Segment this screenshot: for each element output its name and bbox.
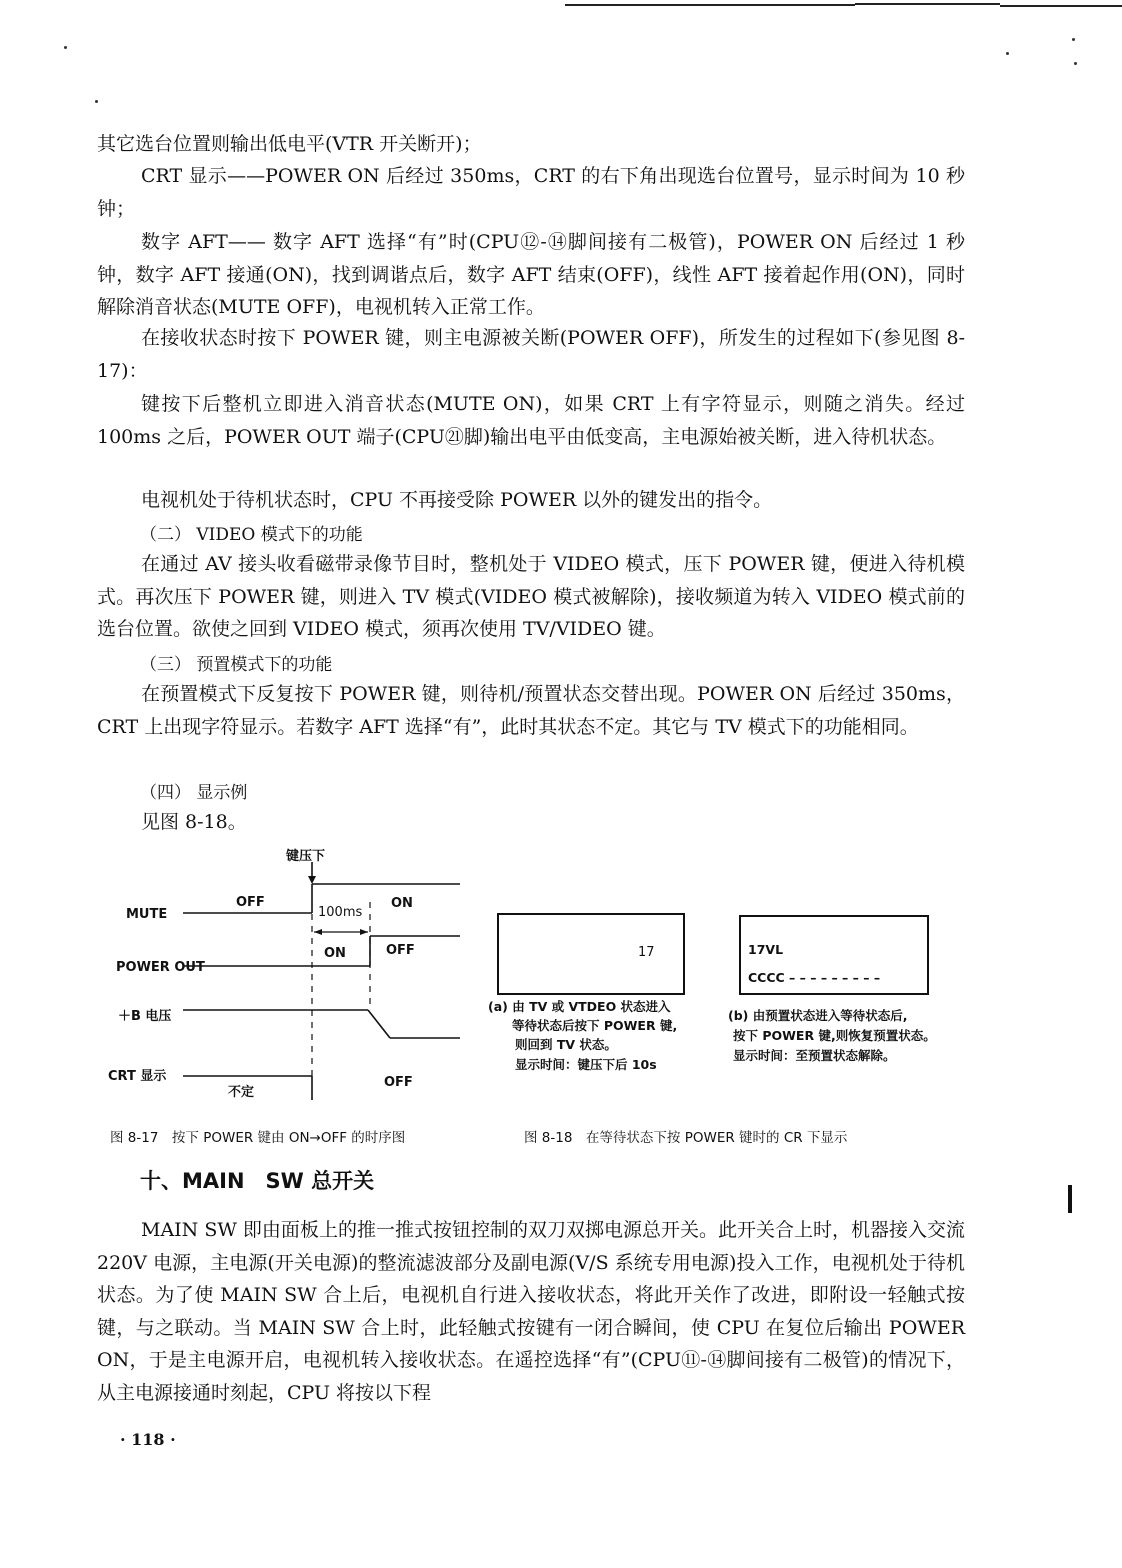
key-press-label: 键压下 xyxy=(286,849,326,864)
paragraph: 在接收状态时按下 POWER 键，则主电源被关断(POWER OFF)，所发生的过程如下(参见图 8-17)： xyxy=(97,327,965,382)
paragraph: 在预置模式下反复按下 POWER 键，则待机/预置状态交替出现。POWER ON 后经过 350ms，CRT 上出现字符显示。若数字 AFT 选择“有”，此时其状态不定。其它与 TV 模式下的功能相同。 xyxy=(97,683,965,738)
paragraph: 键按下后整机立即进入消音状态(MUTE ON)，如果 CRT 上有字符显示，则随之消失。经过 100ms 之后，POWER OUT 端子(CPU㉑脚)输出电平由低变高，主电源始被关断，进入待机状态。 xyxy=(97,393,965,448)
paragraph: 电视机处于待机状态时，CPU 不再接受除 POWER 以外的键发出的指令。 xyxy=(141,489,773,511)
chapter-heading: 十、MAIN SW 总开关 xyxy=(140,1169,375,1193)
screen-b-line: CCCC – – – – – – – – – xyxy=(748,970,881,985)
scan-speck xyxy=(64,46,67,49)
delay-label: 100ms xyxy=(318,905,363,920)
b-voltage-label: ＋B 电压 xyxy=(118,1009,172,1024)
screen-b-line: 17VL xyxy=(748,942,784,957)
scan-speck xyxy=(1072,38,1075,41)
scan-mark xyxy=(1068,1185,1072,1213)
page-number: · 118 · xyxy=(120,1430,176,1449)
on-label: ON xyxy=(324,946,346,961)
screen-a-caption-line: 则回到 TV 状态。 xyxy=(515,1037,617,1052)
paragraph: CRT 显示——POWER ON 后经过 350ms，CRT 的右下角出现选台位置号，显示时间为 10 秒钟； xyxy=(97,165,965,220)
screen-a xyxy=(488,914,684,1072)
figure-caption-8-17: 图 8-17 按下 POWER 键由 ON→OFF 的时序图 xyxy=(110,1130,406,1146)
on-label: ON xyxy=(391,896,413,911)
screen-a-frame xyxy=(498,914,684,994)
screen-b-caption-line: 按下 POWER 键,则恢复预置状态。 xyxy=(733,1028,936,1043)
timing-labels xyxy=(108,848,415,1100)
power-out-label: POWER OUT xyxy=(116,960,205,975)
section-heading: （二） VIDEO 模式下的功能 xyxy=(140,525,363,545)
off-label: OFF xyxy=(384,1075,413,1090)
figure-caption-8-18: 图 8-18 在等待状态下按 POWER 键时的 CR 下显示 xyxy=(524,1130,848,1146)
scan-speck xyxy=(1006,52,1009,55)
key-press-arrowhead xyxy=(308,876,316,884)
paragraph: MAIN SW 即由面板上的推一推式按钮控制的双刀双掷电源总开关。此开关合上时，机器接入交流 220V 电源，主电源(开关电源)的整流滤波部分及副电源(V/S 系统专用电源)投入工作，电视机处于待机状态。为了使 MAIN SW 合上后，电视机自行进入接收状态，将此开关作了改进，即附设一轻触式按键，与之联动。当 MAIN SW 合上时，此轻触式按键有一闭合瞬间，使 CPU 在复位后输出 POWER ON，于是主电源开启，电视机转入接收状态。在遥控选择“有”(CPU⑪-⑭脚间接有二极管)的情况下，从主电源接通时刻起，CPU 将按以下程 xyxy=(97,1219,965,1404)
paragraph: 在通过 AV 接头收看磁带录像节目时，整机处于 VIDEO 模式，压下 POWER 键，便进入待机模式。再次压下 POWER 键，则进入 TV 模式(VIDEO 模式被解除)，接收频道为转入 VIDEO 模式前的选台位置。欲使之回到 VIDEO 模式，须再次使用 TV/VIDEO 键。 xyxy=(97,553,965,640)
screen-b-caption-line: (b) 由预置状态进入等待状态后, xyxy=(728,1008,908,1023)
off-label: OFF xyxy=(236,895,265,910)
screen-b-caption-line: 显示时间：至预置状态解除。 xyxy=(733,1048,896,1063)
figure-area xyxy=(0,840,1122,1100)
top-border-line xyxy=(1000,5,1122,7)
screen-a-caption-line: 等待状态后按下 POWER 键, xyxy=(512,1018,678,1033)
screen-b xyxy=(728,916,936,1063)
scan-speck xyxy=(1074,62,1077,65)
timing-diagram xyxy=(183,862,460,1100)
top-border-line xyxy=(855,3,1000,5)
paragraph: 其它选台位置则输出低电平(VTR 开关断开)； xyxy=(97,133,482,155)
screen-a-channel: 17 xyxy=(638,945,655,960)
scan-speck xyxy=(95,100,98,103)
screen-a-caption-line: (a) 由 TV 或 VTDEO 状态进入 xyxy=(488,999,671,1014)
section-heading: （三） 预置模式下的功能 xyxy=(140,655,333,675)
screen-a-caption-line: 显示时间：键压下后 10s xyxy=(515,1057,657,1072)
paragraph: 数字 AFT—— 数字 AFT 选择“有”时(CPU⑫-⑭脚间接有二极管)，POWER ON 后经过 1 秒钟，数字 AFT 接通(ON)，找到调谐点后，数字 AFT 结束(OFF)，线性 AFT 接着起作用(ON)，同时解除消音状态(MUTE OFF)，电视机转入正常工作。 xyxy=(97,231,965,318)
top-border-line xyxy=(565,4,855,6)
crt-label: CRT 显示 xyxy=(108,1069,167,1084)
paragraph: 见图 8-18。 xyxy=(141,811,247,833)
section-heading: （四） 显示例 xyxy=(140,783,248,803)
mute-label: MUTE xyxy=(126,907,168,922)
undefined-label: 不定 xyxy=(228,1085,255,1100)
off-label: OFF xyxy=(386,943,415,958)
